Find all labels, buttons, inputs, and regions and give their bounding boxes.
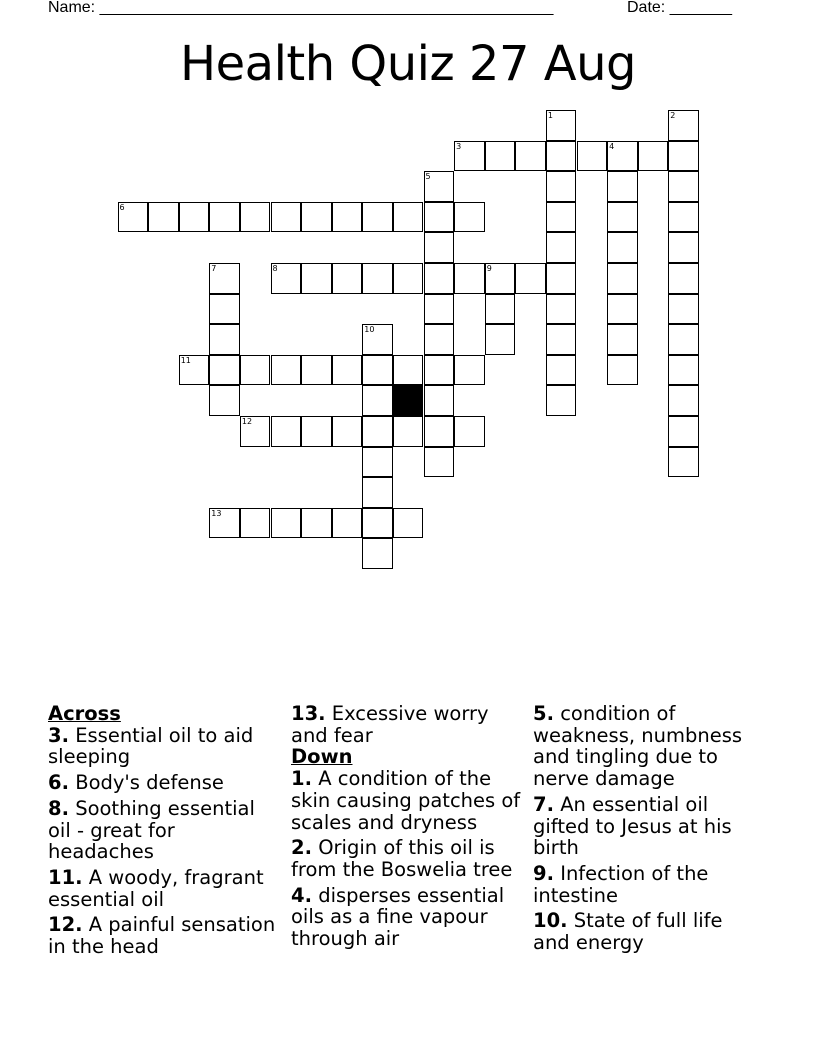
clue-across-11: 11. A woody, fragrant essential oil [48,865,264,911]
crossword-cell[interactable] [485,263,516,294]
crossword-cell[interactable] [546,263,577,294]
crossword-cell[interactable] [271,355,302,386]
crossword-cell[interactable] [668,416,699,447]
page-title: Health Quiz 27 Aug [180,36,636,92]
clue-number: 4 [609,141,615,151]
crossword-cell[interactable] [301,202,332,233]
name-line: ___________________________________________________ [99,0,554,16]
clues-column-3 [533,703,765,958]
crossword-cell[interactable] [332,508,363,539]
clue-down-1: 1. A condition of the skin causing patches of scales and dryness [291,767,521,834]
crossword-cell[interactable] [454,141,485,172]
crossword-cell[interactable] [209,324,240,355]
crossword-cell[interactable] [301,263,332,294]
clue-number: 13 [211,508,222,518]
crossword-cell[interactable] [332,355,363,386]
crossword-cell[interactable] [362,324,393,355]
clue-down-7: 7. An essential oil gifted to Jesus at his birth [533,792,732,860]
crossword-cell[interactable] [332,202,363,233]
down-heading: Down [291,745,353,769]
crossword-cell[interactable] [240,202,271,233]
clue-down-4: 4. disperses essential oils as a fine vapour through air [291,883,505,951]
crossword-cell[interactable] [424,294,455,325]
crossword-cell[interactable] [271,202,302,233]
crossword-cell[interactable] [393,355,424,386]
clue-down-10: 10. State of full life and energy [533,909,723,955]
clue-number: 7 [211,264,217,273]
crossword-cell[interactable] [485,294,516,325]
crossword-cell[interactable] [332,416,363,447]
crossword-cell[interactable] [362,202,393,233]
crossword-cell[interactable] [668,294,699,325]
crossword-cell[interactable] [148,202,179,233]
crossword-cell[interactable] [240,355,271,386]
clue-across-6: 6. Body's defense [48,771,224,795]
clue-down-2: 2. Origin of this oil is from the Boswelia tree [291,836,513,881]
name-label: Name: [48,0,96,16]
crossword-cell[interactable] [515,141,546,172]
clue-number: 9 [486,264,492,273]
crossword-cell[interactable] [668,202,699,233]
crossword-cell[interactable] [607,232,638,263]
crossword-cell[interactable] [179,355,210,386]
crossword-cell[interactable] [362,447,393,478]
clue-number: 12 [241,417,253,426]
crossword-cell[interactable] [424,202,455,233]
crossword-cell[interactable] [362,263,393,294]
crossword-cell[interactable] [546,171,577,202]
crossword-cell[interactable] [240,508,271,539]
clue-across-13: 13. Excessive worry and fear [291,702,489,747]
crossword-cell[interactable] [271,416,302,447]
crossword-cell[interactable] [454,202,485,233]
crossword-cell[interactable] [668,355,699,386]
crossword-cell[interactable] [607,202,638,233]
clue-number: 1 [547,111,553,120]
crossword-cell[interactable] [179,202,210,233]
crossword-cell[interactable] [546,355,577,386]
crossword-cell[interactable] [301,416,332,447]
crossword-cell[interactable] [209,202,240,233]
crossword-cell[interactable] [424,385,455,416]
crossword-cell[interactable] [638,141,669,172]
crossword-cell[interactable] [240,416,271,447]
crossword-cell[interactable] [668,141,699,172]
crossword-cell[interactable] [424,416,455,447]
clue-number: 5 [425,172,431,182]
crossword-cell[interactable] [301,355,332,386]
crossword-cell[interactable] [607,263,638,294]
crossword-cell[interactable] [393,416,424,447]
crossword-cell[interactable] [546,294,577,325]
clue-number: 11 [180,355,191,365]
crossword-cell[interactable] [454,263,485,294]
crossword-cell[interactable] [454,355,485,386]
crossword-cell[interactable] [515,263,546,294]
crossword-cell[interactable] [485,324,516,355]
crossword-cell[interactable] [362,538,393,569]
crossword-cell[interactable] [668,385,699,416]
crossword-cell[interactable] [209,508,240,539]
clue-number: 6 [119,202,125,212]
crossword-cell[interactable] [393,202,424,233]
crossword-cell[interactable] [668,171,699,202]
clue-number: 10 [364,325,375,335]
crossword-cell[interactable] [209,385,240,416]
crossword-cell[interactable] [668,447,699,478]
crossword-cell[interactable] [424,232,455,263]
date-label: Date: [627,0,666,16]
crossword-cell[interactable] [668,232,699,263]
clue-across-3: 3. Essential oil to aid sleeping [48,723,254,769]
clue-across-8: 8. Soothing essential oil - great for headaches [48,796,255,864]
crossword-cell[interactable] [118,202,149,233]
crossword-cell[interactable] [546,110,577,141]
crossword-cell[interactable] [546,232,577,263]
clue-across-12: 12. A painful sensation in the head [48,913,276,959]
crossword-cell[interactable] [362,477,393,508]
date-line: _______ [669,0,732,16]
clue-number: 3 [456,141,462,151]
clue-down-5: 5. condition of weakness, numbness and tingling due to nerve damage [533,702,743,791]
crossword-cell[interactable] [577,141,608,172]
crossword-cell[interactable] [607,324,638,355]
crossword-cell[interactable] [393,508,424,539]
crossword-cell[interactable] [362,508,393,539]
crossword-cell[interactable] [362,416,393,447]
crossword-cell[interactable] [362,355,393,386]
crossword-cell[interactable] [424,324,455,355]
crossword-cell[interactable] [393,263,424,294]
crossword-cell[interactable] [668,263,699,294]
clue-down-9: 9. Infection of the intestine [533,861,709,907]
crossword-cell[interactable] [424,447,455,478]
crossword-cell[interactable] [454,416,485,447]
black-cell [393,385,424,416]
crossword-cell[interactable] [668,110,699,141]
crossword-cell[interactable] [332,263,363,294]
crossword-cell[interactable] [209,294,240,325]
crossword-cell[interactable] [607,294,638,325]
crossword-cell[interactable] [301,508,332,539]
crossword-cell[interactable] [607,141,638,172]
clues-column-1 [48,703,280,962]
crossword-cell[interactable] [546,141,577,172]
crossword-cell[interactable] [424,171,455,202]
crossword-cell[interactable] [209,355,240,386]
crossword-cell[interactable] [362,385,393,416]
crossword-cell[interactable] [546,324,577,355]
clues-column-2 [291,703,523,954]
crossword-cell[interactable] [424,355,455,386]
crossword-cell[interactable] [271,508,302,539]
crossword-cell[interactable] [546,385,577,416]
crossword-cell[interactable] [209,263,240,294]
crossword-cell[interactable] [485,141,516,172]
crossword-cell[interactable] [668,324,699,355]
clue-number: 8 [272,264,278,273]
crossword-cell[interactable] [424,263,455,294]
crossword-cell[interactable] [271,263,302,294]
crossword-cell[interactable] [607,171,638,202]
clue-number: 2 [670,111,676,120]
crossword-cell[interactable] [607,355,638,386]
crossword-cell[interactable] [546,202,577,233]
across-heading: Across [48,702,121,725]
